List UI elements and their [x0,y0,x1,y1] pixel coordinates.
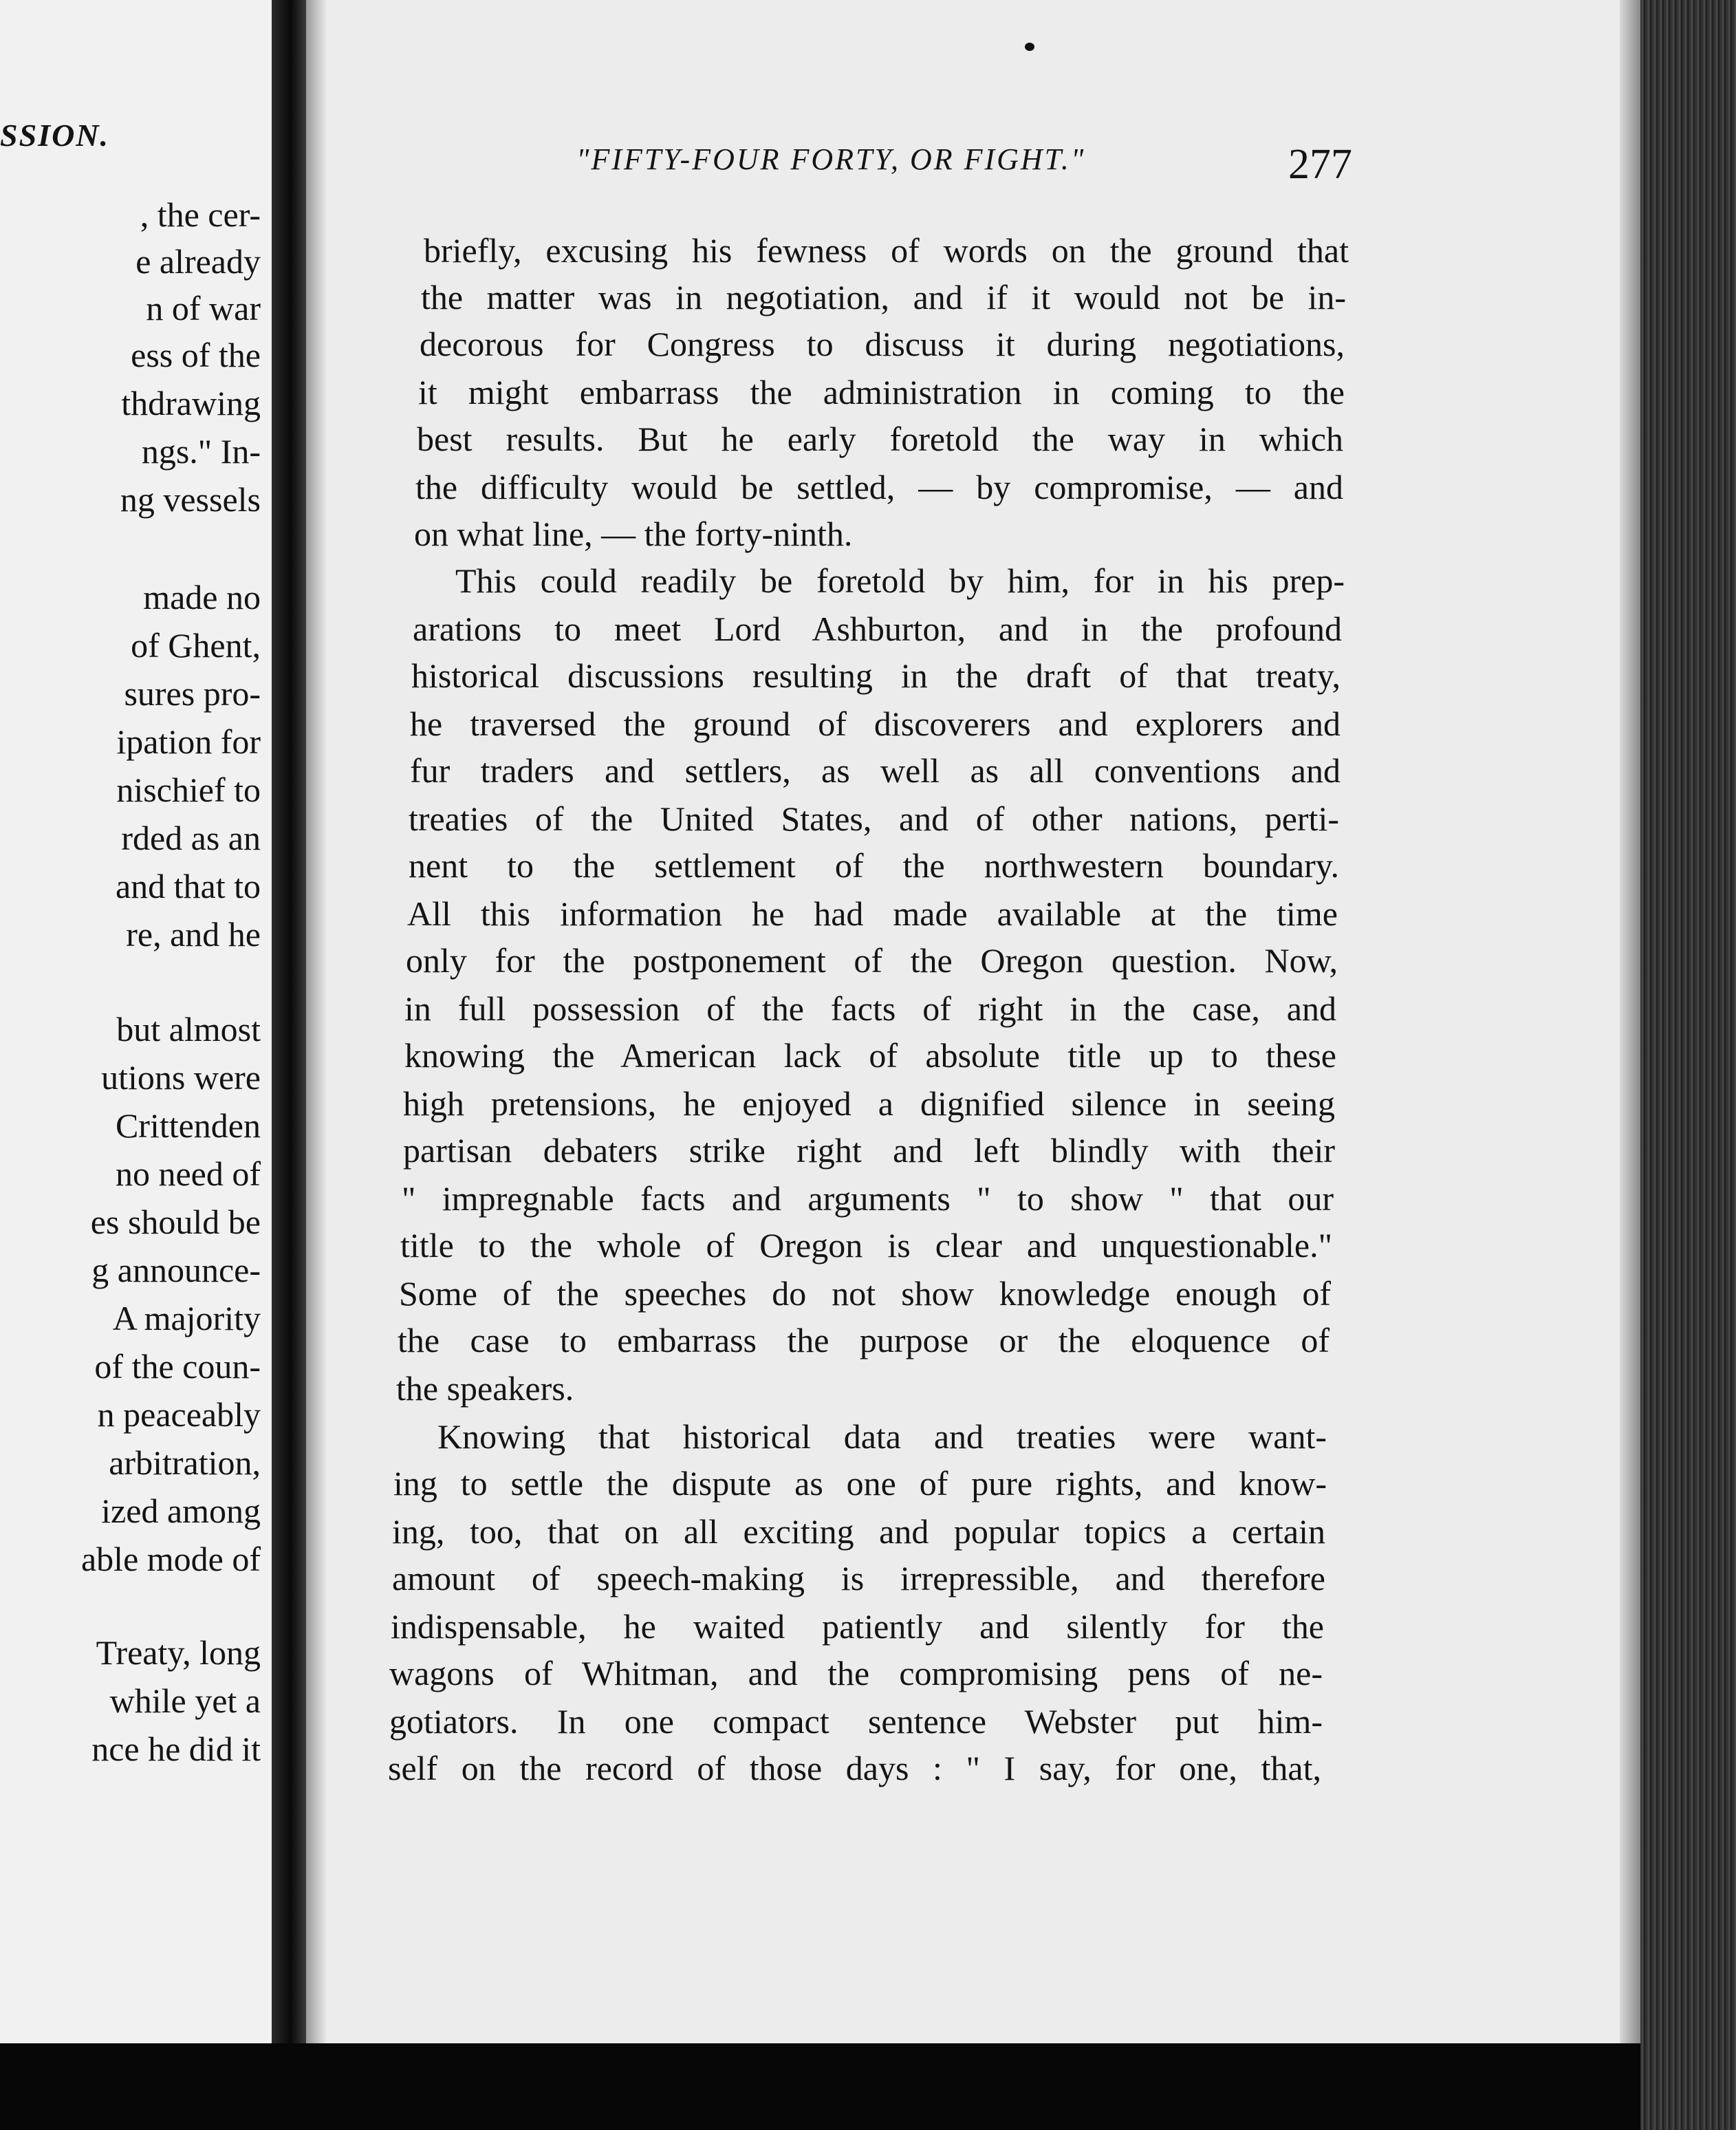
body-line: in full possession of the facts of right in the case, and [404,989,1336,1028]
left-page-line: Crittenden [115,1106,261,1145]
left-page-line: g announce- [91,1251,261,1289]
body-line: ing, too, that on all exciting and popular topics a certain [392,1512,1325,1551]
body-line: historical discussions resulting in the draft of that treaty, [411,656,1341,695]
body-line: the case to embarrass the purpose or the eloquence of [398,1321,1330,1359]
left-page-line: nischief to [116,771,261,809]
left-page-line: nce he did it [91,1730,261,1768]
left-page-line: re, and he [126,915,261,954]
left-page [0,0,272,2043]
left-page-line: no need of [115,1154,261,1193]
left-page-line: ngs." In- [141,432,261,471]
page-edge [1620,0,1640,2043]
ink-speck [1025,43,1034,51]
left-page-line: Treaty, long [96,1633,261,1672]
scan-bottom-border [0,2043,1640,2130]
body-line: the difficulty would be settled, — by compromise, — and [415,468,1343,506]
book-page-block [1640,0,1736,2130]
gutter-shadow [306,0,327,2043]
body-line: This could readily be foretold by him, for in his prep- [455,561,1345,600]
left-page-line: , the cer- [140,195,261,234]
left-page-line: able mode of [80,1540,261,1578]
body-line: amount of speech-making is irrepressible, and therefore [392,1559,1325,1598]
left-page-line: e already [135,242,261,281]
body-line: " impregnable facts and arguments " to show " that our [402,1179,1334,1218]
left-running-head: SSION. [0,118,110,153]
left-page-line: ipation for [116,722,261,761]
body-line: title to the whole of Oregon is clear and unquestionable." [400,1226,1332,1265]
body-line: he traversed the ground of discoverers and explorers and [410,704,1341,743]
running-head: "FIFTY-FOUR FORTY, OR FIGHT." [576,142,1086,176]
body-line: gotiators. In one compact sentence Webster put him- [389,1702,1323,1741]
left-page-line: of Ghent, [131,626,261,665]
left-page-line: rded as an [121,819,261,857]
left-page-line: utions were [101,1058,261,1097]
body-line: best results. But he early foretold the way in which [417,420,1343,458]
body-line: the speakers. [396,1369,574,1408]
left-page-line: sures pro- [124,674,261,713]
left-page-line: es should be [90,1203,261,1241]
body-line: only for the postponement of the Oregon question. Now, [406,941,1338,980]
body-line: nent to the settlement of the northwestern boundary. [409,846,1339,885]
body-line: briefly, excusing his fewness of words on the ground that [424,231,1349,270]
body-line: ing to settle the dispute as one of pure rights, and know- [393,1464,1327,1503]
body-line: on what line, — the forty-ninth. [414,515,853,553]
left-page-line: n peaceably [97,1395,261,1434]
body-line: self on the record of those days : " I say, for one, that, [388,1749,1321,1787]
body-line: treaties of the United States, and of other nations, perti- [409,799,1339,838]
left-page-line: ized among [101,1492,261,1530]
body-line: partisan debaters strike right and left blindly with their [403,1131,1335,1170]
body-line: Some of the speeches do not show knowledge enough of [399,1274,1331,1313]
left-page-line: n of war [146,289,261,327]
left-page-line: arbitration, [109,1443,261,1482]
left-page-line: ess of the [131,336,261,374]
body-line: indispensable, he waited patiently and silently for the [391,1607,1324,1646]
left-page-line: ng vessels [120,480,261,519]
body-line: knowing the American lack of absolute title up to these [404,1036,1336,1075]
body-line: Knowing that historical data and treaties were want- [437,1417,1327,1456]
book-gutter [272,0,306,2043]
body-line: wagons of Whitman, and the compromising pens of ne- [389,1654,1323,1692]
left-page-line: while yet a [109,1681,261,1720]
body-line: All this information he had made available at the time [407,894,1338,933]
left-page-line: and that to [115,867,261,905]
page-number: 277 [1288,141,1352,188]
left-page-line: A majority [112,1299,261,1337]
left-page-line: made no [143,578,261,616]
left-page-line: but almost [116,1010,261,1048]
body-line: arations to meet Lord Ashburton, and in the profound [413,610,1342,648]
body-line: fur traders and settlers, as well as all conventions and [410,751,1341,790]
body-line: it might embarrass the administration in coming to the [418,373,1345,411]
body-line: high pretensions, he enjoyed a dignified silence in seeing [403,1084,1335,1123]
body-line: decorous for Congress to discuss it during negotiations, [420,325,1345,363]
left-page-line: of the coun- [94,1347,261,1386]
body-line: the matter was in negotiation, and if it would not be in- [421,278,1346,316]
left-page-line: thdrawing [121,384,261,422]
